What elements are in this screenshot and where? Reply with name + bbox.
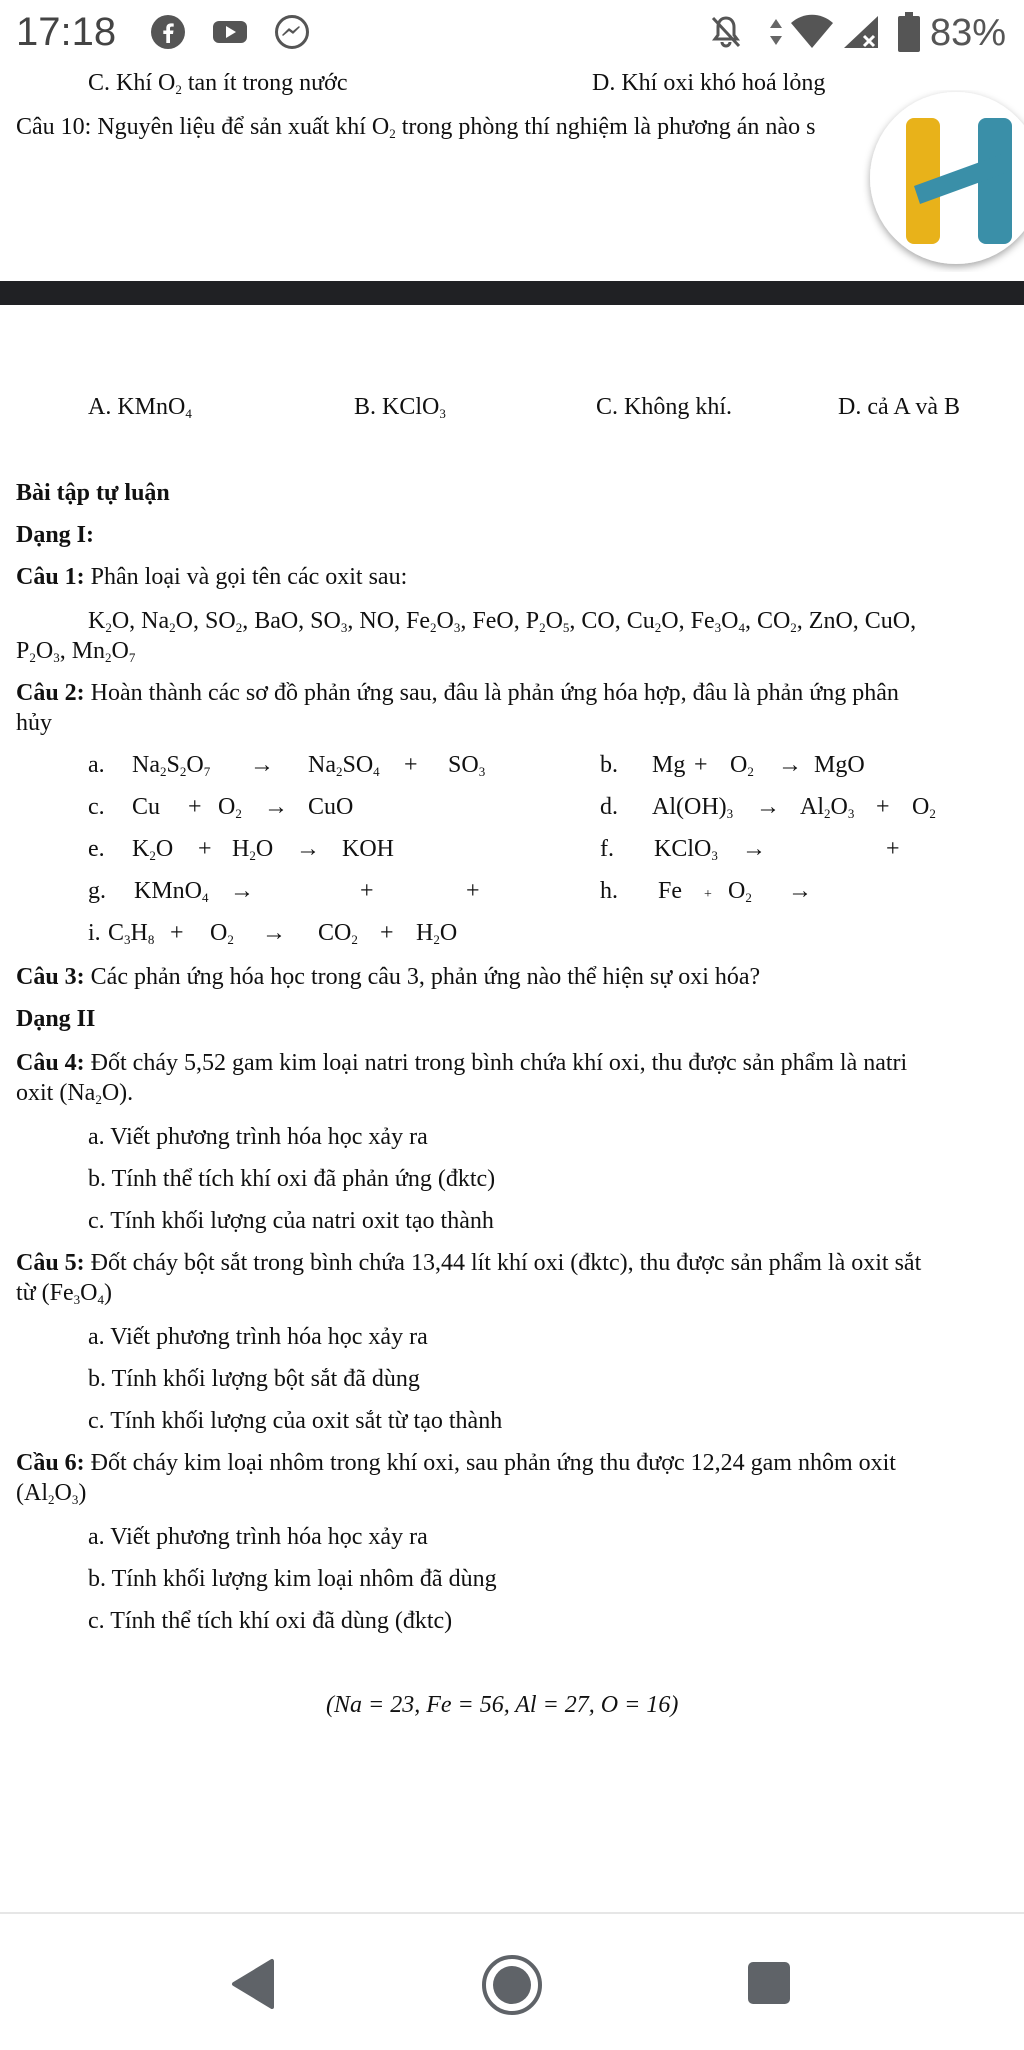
arrow-icon: →	[296, 836, 320, 862]
reaction-e-reactant-1: $K_2O$	[132, 836, 174, 863]
q5-sub-c: c. Tính khối lượng của oxit sắt từ tạo thành	[88, 1408, 503, 1434]
q4-question-cont: oxit $(Na_2O)$.	[16, 1080, 134, 1107]
reaction-a-product-2: $SO_3$	[448, 752, 486, 779]
plus-sign: +	[198, 836, 212, 862]
q5-sub-a: a. Viết phương trình hóa học xảy ra	[88, 1324, 428, 1350]
q6-text: Đốt cháy kim loại nhôm trong khí oxi, sau phản ứng thu được 12,24 gam nhôm oxit	[84, 1450, 896, 1476]
q6-sub-b: b. Tính khối lượng kim loại nhôm đã dùng	[88, 1566, 497, 1592]
q3-label: Câu 3:	[16, 964, 85, 990]
status-time: 17:18	[16, 10, 117, 54]
arrow-icon: →	[788, 878, 812, 904]
q2-label: Câu 2:	[16, 680, 85, 706]
reaction-c-reactant-2: $O_2$	[218, 794, 242, 821]
reaction-i-reactant-1: $C_3H_8$	[108, 920, 155, 947]
plus-sign: +	[694, 752, 708, 778]
q6-label: Cầu 6:	[16, 1450, 85, 1476]
arrow-icon: →	[742, 836, 766, 862]
reaction-f-label: f.	[600, 836, 614, 862]
plus-sign: +	[466, 878, 480, 904]
q3-question	[16, 962, 760, 992]
reaction-b-reactant-1: Mg	[652, 752, 686, 778]
q6-question-cont: $(Al_2O_3)$	[16, 1480, 87, 1507]
home-icon[interactable]	[481, 1954, 543, 2016]
section-title: Bài tập tự luận	[16, 480, 170, 506]
data-arrows-icon	[766, 14, 786, 50]
reaction-h-label: h.	[600, 878, 618, 904]
plus-sign: +	[188, 794, 202, 820]
q9-option-d: D. Khí oxi khó hoá lỏng	[592, 70, 826, 96]
q4-sub-a: a. Viết phương trình hóa học xảy ra	[88, 1124, 428, 1150]
reaction-c-reactant-1: Cu	[132, 794, 161, 820]
q4-question	[16, 1048, 907, 1078]
q2-question	[16, 678, 899, 708]
back-icon[interactable]	[230, 1958, 276, 2010]
q10-option-d: D. cả A và B	[838, 394, 960, 420]
q4-label: Câu 4:	[16, 1050, 85, 1076]
q3-text: Các phản ứng hóa học trong câu 3, phản ứng nào thể hiện sự oxi hóa?	[84, 964, 761, 990]
arrow-icon: →	[756, 794, 780, 820]
dang-2-heading: Dạng II	[16, 1006, 96, 1032]
android-nav-bar	[0, 1912, 1024, 2050]
reaction-i-product-1: $CO_2$	[318, 920, 358, 947]
q1-oxide-list-line1: $K_2O$, $Na_2O$, $SO_2$, BaO, $SO_3$, NO, $Fe_2O_3$, FeO, $P_2O_5$, CO, $Cu_2O$, $Fe_3O_4$, $CO_2$, ZnO, CuO,	[88, 608, 917, 635]
reaction-a-reactant: $Na_2S_2O_7$	[132, 752, 211, 779]
reaction-h-reactant-1: Fe	[658, 878, 682, 904]
q5-sub-b: b. Tính khối lượng bột sắt đã dùng	[88, 1366, 420, 1392]
messenger-icon	[274, 14, 310, 50]
atomic-masses-note: (Na = 23, Fe = 56, Al = 27, O = 16)	[326, 1692, 679, 1718]
reaction-b-reactant-2: $O_2$	[730, 752, 754, 779]
plus-sign: +	[704, 887, 712, 902]
hocmai-logo-icon[interactable]	[862, 90, 1024, 272]
plus-sign: +	[876, 794, 890, 820]
reaction-e-product: KOH	[342, 836, 394, 862]
q6-sub-c: c. Tính thể tích khí oxi đã dùng (đktc)	[88, 1608, 453, 1634]
reaction-c-label: c.	[88, 794, 105, 820]
q10-question: Câu 10: Nguyên liệu để sản xuất khí $O_2$ trong phòng thí nghiệm là phương án nào s	[16, 114, 816, 141]
q9-option-c: C. Khí $O_2$ tan ít trong nước	[88, 70, 348, 97]
q5-question-cont: từ $(Fe_3O_4)$	[16, 1280, 113, 1307]
reaction-i-product-2: $H_2O$	[416, 920, 458, 947]
reaction-h-reactant-2: $O_2$	[728, 878, 752, 905]
wifi-icon	[790, 14, 834, 50]
reaction-d-product-2: $O_2$	[912, 794, 936, 821]
arrow-icon: →	[264, 794, 288, 820]
q6-sub-a: a. Viết phương trình hóa học xảy ra	[88, 1524, 428, 1550]
reaction-a-label: a.	[88, 752, 105, 778]
mute-bell-icon	[708, 14, 744, 50]
recents-icon[interactable]	[746, 1960, 792, 2006]
q2-text: Hoàn thành các sơ đồ phản ứng sau, đâu là phản ứng hóa hợp, đâu là phản ứng phân	[84, 680, 899, 706]
arrow-icon: →	[230, 878, 254, 904]
q2-question-cont: hủy	[16, 710, 52, 736]
youtube-icon	[212, 14, 248, 50]
reaction-a-product-1: $Na_2SO_4$	[308, 752, 380, 779]
q5-label: Câu 5:	[16, 1250, 85, 1276]
cell-signal-icon	[840, 14, 880, 50]
plus-sign: +	[886, 836, 900, 862]
reaction-g-reactant: KMnO$_4$	[134, 878, 209, 905]
plus-sign: +	[380, 920, 394, 946]
reaction-e-label: e.	[88, 836, 105, 862]
q1-question	[16, 562, 407, 592]
q4-sub-b: b. Tính thể tích khí oxi đã phản ứng (đktc)	[88, 1166, 496, 1192]
battery-percentage: 83%	[929, 12, 1006, 54]
q5-question	[16, 1248, 921, 1278]
reaction-b-label: b.	[600, 752, 618, 778]
reaction-g-label: g.	[88, 878, 106, 904]
ad-banner-strip	[0, 281, 1024, 305]
reaction-d-reactant: $Al(OH)_3$	[652, 794, 734, 821]
status-bar	[0, 0, 1024, 66]
q10-option-a: A. KMnO$_4$	[88, 394, 192, 421]
reaction-c-product: CuO	[308, 794, 354, 820]
q1-text: Phân loại và gọi tên các oxit sau:	[84, 564, 408, 590]
plus-sign: +	[360, 878, 374, 904]
plus-sign: +	[404, 752, 418, 778]
q10-option-b: B. KClO$_3$	[354, 394, 446, 421]
dang-1-heading: Dạng I:	[16, 522, 95, 548]
reaction-d-product-1: $Al_2O_3$	[800, 794, 855, 821]
facebook-icon	[150, 14, 186, 50]
q10-option-c: C. Không khí.	[596, 394, 733, 420]
arrow-icon: →	[262, 920, 286, 946]
reaction-e-reactant-2: $H_2O$	[232, 836, 274, 863]
arrow-icon: →	[250, 752, 274, 778]
q1-label: Câu 1:	[16, 564, 85, 590]
arrow-icon: →	[778, 752, 802, 778]
q1-oxide-list-line2: $P_2O_3$, $Mn_2O_7$	[16, 638, 136, 665]
reaction-i-label: i.	[88, 920, 101, 946]
reaction-b-product: MgO	[814, 752, 865, 778]
reaction-d-label: d.	[600, 794, 618, 820]
q6-question	[16, 1448, 896, 1478]
q5-text: Đốt cháy bột sắt trong bình chứa 13,44 lít khí oxi (đktc), thu được sản phẩm là oxit sắt	[84, 1250, 922, 1276]
q4-text: Đốt cháy 5,52 gam kim loại natri trong bình chứa khí oxi, thu được sản phẩm là natri	[84, 1050, 908, 1076]
plus-sign: +	[170, 920, 184, 946]
q4-sub-c: c. Tính khối lượng của natri oxit tạo thành	[88, 1208, 494, 1234]
reaction-i-reactant-2: $O_2$	[210, 920, 234, 947]
reaction-f-reactant: KClO$_3$	[654, 836, 718, 863]
battery-icon	[898, 12, 920, 52]
